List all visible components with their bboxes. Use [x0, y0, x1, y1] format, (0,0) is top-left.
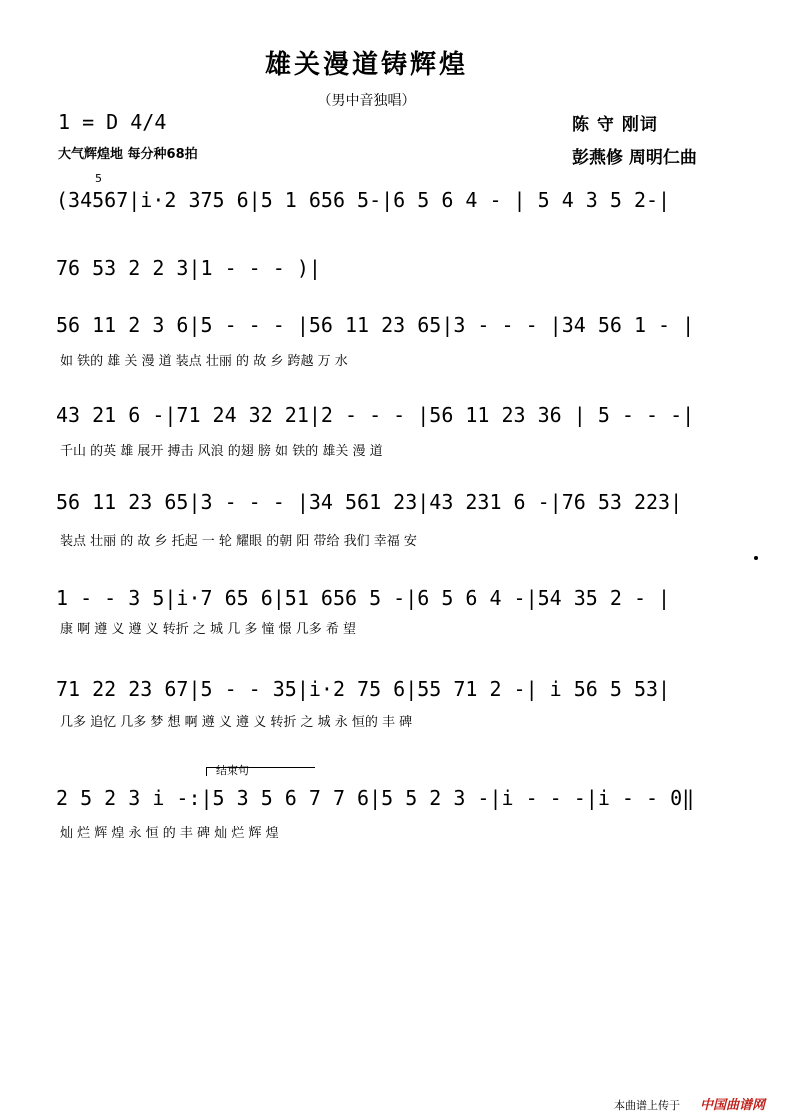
notation-line-2: 76 53 2 2 3|1 - - - )|	[56, 256, 321, 280]
lyrics-line-8: 灿 烂 辉 煌 永 恒 的 丰 碑 灿 烂 辉 煌	[60, 826, 279, 841]
lyrics-line-7: 几多 追忆 几多 梦 想 啊 遵 义 遵 义 转折 之 城 永 恒的 丰 碑	[60, 715, 413, 730]
lyrics-line-6: 康 啊 遵 义 遵 义 转折 之 城 几 多 憧 憬 几多 希 望	[60, 622, 356, 637]
song-title: 雄关漫道铸辉煌	[264, 50, 468, 80]
stray-dot	[754, 556, 758, 560]
notation-line-7: 71 22 23 67|5 - - 35|i·2 75 6|55 71 2 -| i 56 5 53|	[56, 677, 671, 701]
site-logo[interactable]: 中国曲谱网	[700, 1098, 766, 1113]
notation-line-3: 56 11 2 3 6|5 - - - |56 11 23 65|3 - - - |34 56 1 - |	[56, 313, 695, 337]
notation-line-5: 56 11 23 65|3 - - - |34 561 23|43 231 6 -|76 53 223|	[56, 490, 683, 514]
notation-line-6: 1 - - 3 5|i·7 65 6|51 656 5 -|6 5 6 4 -|54 35 2 - |	[56, 586, 671, 610]
tempo-marking: 大气辉煌地 每分种68拍	[58, 147, 198, 162]
key-signature: 1 = D 4/4	[58, 110, 167, 134]
notation-line-4: 43 21 6 -|71 24 32 21|2 - - - |56 11 23 36 | 5 - - -|	[56, 403, 695, 427]
ending-label: 结束句	[216, 764, 249, 777]
notation-line-1: (34567|i·2 375 6|5 1 656 5-|6 5 6 4 - | 5 4 3 5 2-|	[56, 188, 671, 212]
lyrics-line-5: 装点 壮丽 的 故 乡 托起 一 轮 耀眼 的朝 阳 带给 我们 幸福 安	[60, 534, 417, 549]
lyrics-line-4: 千山 的英 雄 展开 搏击 风浪 的翅 膀 如 铁的 雄关 漫 道	[60, 444, 383, 459]
composer-credit: 彭燕修 周明仁曲	[572, 148, 697, 168]
lyrics-line-3: 如 铁的 雄 关 漫 道 装点 壮丽 的 故 乡 跨越 万 水	[60, 354, 348, 369]
song-subtitle: （男中音独唱）	[317, 93, 416, 109]
upload-note: 本曲谱上传于	[614, 1099, 680, 1112]
notation-line-8: 2 5 2 3 i -:|5 3 5 6 7 7 6|5 5 2 3 -|i - - -|i - - 0‖	[56, 786, 695, 810]
lyricist-credit: 陈 守 刚词	[572, 115, 658, 135]
tuplet-mark: 5	[95, 172, 102, 185]
